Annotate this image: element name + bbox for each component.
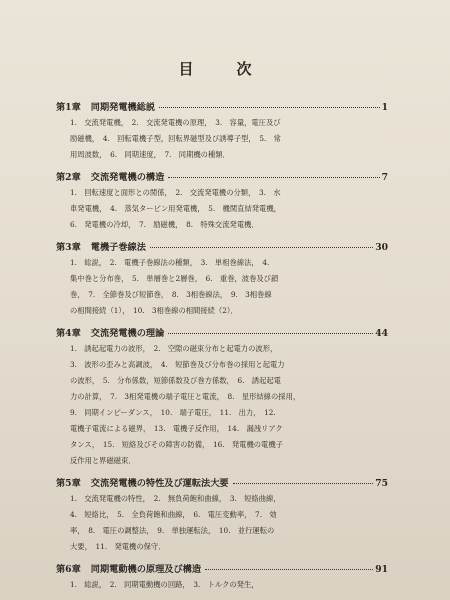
chapter-entry <box>56 561 388 593</box>
section-line: 用周波数， 6. 同期速度， 7. 同期機の種類． <box>70 150 230 159</box>
section-line: 1. 誘起起電力の波形， 2. 空隙の磁束分布と起電力の波形， <box>70 344 278 353</box>
chapter-page-number: 30 <box>375 242 388 253</box>
dot-leader <box>168 177 379 178</box>
chapter-page-number: 7 <box>381 172 388 183</box>
chapter-heading <box>56 325 388 339</box>
chapter-title: 電機子巻線法 <box>90 242 146 253</box>
chapter-sections <box>56 115 388 163</box>
chapter-heading <box>56 561 388 575</box>
chapter-title: 交流発電機の特性及び運転法大要 <box>90 478 229 489</box>
chapter-number: 第5章 <box>56 478 81 489</box>
chapter-list <box>56 99 388 593</box>
section-line: 力の計算， 7. 3相発電機の端子電圧と電流， 8. 星形結線の採用， <box>70 392 301 401</box>
chapter-sections <box>56 577 388 593</box>
section-line: 巻， 7. 全節巻及び短節巻， 8. 3相巻線法， 9. 3相巻線 <box>70 290 272 299</box>
section-line: 1. 交流発電機の特性， 2. 無負荷飽和曲線， 3. 短絡曲線， <box>70 494 281 503</box>
chapter-heading <box>56 475 388 489</box>
chapter-heading <box>56 169 388 183</box>
chapter-title: 交流発電機の構造 <box>90 172 165 183</box>
chapter-title: 同期電動機の原理及び構造 <box>90 564 202 575</box>
section-line: 電機子電流による磁界， 13. 電機子反作用， 14. 漏洩リアク <box>70 424 283 433</box>
chapter-entry <box>56 169 388 233</box>
chapter-number: 第3章 <box>56 242 81 253</box>
chapter-page-number: 75 <box>375 478 388 489</box>
chapter-number: 第4章 <box>56 328 81 339</box>
section-line: 率， 8. 電圧の調整法， 9. 単独運転法， 10. 並行運転の <box>70 526 275 535</box>
chapter-title: 同期発電機総説 <box>90 102 156 113</box>
section-line: 1. 回転速度と面形との関係， 2. 交流発電機の分類， 3. 水 <box>70 188 281 197</box>
section-line: 9. 同期インピーダンス， 10. 端子電圧， 11. 出力， 12. <box>70 408 276 417</box>
chapter-heading <box>56 99 388 113</box>
chapter-page-number: 1 <box>381 102 388 113</box>
chapter-sections <box>56 491 388 555</box>
page-title: 目 次 <box>178 60 266 78</box>
section-line: 大要， 11. 発電機の保守． <box>70 542 166 551</box>
section-line: 集中巻と分布巻， 5. 単層巻と2層巻， 6. 重巻，波巻及び鎖 <box>70 274 279 283</box>
chapter-number: 第2章 <box>56 172 81 183</box>
section-line: 車発電機， 4. 蒸気タービン用発電機， 5. 機関直結発電機， <box>70 204 281 213</box>
section-line: 励磁機， 4. 回転電機子型，回転界磁型及び誘導子型， 5. 常 <box>70 134 281 143</box>
section-line: 1. 総説， 2. 同期電動機の回路， 3. トルクの発生， <box>70 580 259 589</box>
chapter-number: 第1章 <box>56 102 81 113</box>
chapter-sections <box>56 255 388 319</box>
chapter-sections <box>56 185 388 233</box>
section-line: 1. 交流発電機， 2. 交流発電機の原理， 3. 容量，電圧及び <box>70 118 281 127</box>
section-line: 3. 波形の歪みと高調波， 4. 短節巻及び分布巻の採用と起電力 <box>70 360 285 369</box>
dot-leader <box>159 107 380 108</box>
chapter-title: 交流発電機の理論 <box>90 328 165 339</box>
section-line: タンス， 15. 短絡及びその障害の防備， 16. 発電機の電機子 <box>70 440 283 449</box>
chapter-heading <box>56 239 388 253</box>
section-line: 1. 総説， 2. 電機子巻線法の種類， 3. 単相巻線法， 4. <box>70 258 270 267</box>
chapter-sections <box>56 341 388 469</box>
dot-leader <box>233 483 374 484</box>
chapter-number: 第6章 <box>56 564 81 575</box>
section-line: 反作用と界磁磁束． <box>70 456 136 465</box>
section-line: の相間接続（1）， 10. 3相巻線の相間接続（2）． <box>70 306 238 315</box>
chapter-page-number: 91 <box>375 564 388 575</box>
chapter-entry <box>56 99 388 163</box>
chapter-entry <box>56 325 388 469</box>
section-line: の波形， 5. 分布係数，短節係数及び巻方係数， 6. 誘起起電 <box>70 376 281 385</box>
section-line: 6. 発電機の冷却， 7. 励磁機， 8. 特殊交流発電機． <box>70 220 259 229</box>
dot-leader <box>150 247 373 248</box>
chapter-entry <box>56 475 388 555</box>
section-line: 4. 短絡比， 5. 全負荷飽和曲線， 6. 電圧変動率， 7. 効 <box>70 510 277 519</box>
dot-leader <box>205 569 373 570</box>
chapter-entry <box>56 239 388 319</box>
dot-leader <box>168 333 373 334</box>
chapter-page-number: 44 <box>375 328 388 339</box>
